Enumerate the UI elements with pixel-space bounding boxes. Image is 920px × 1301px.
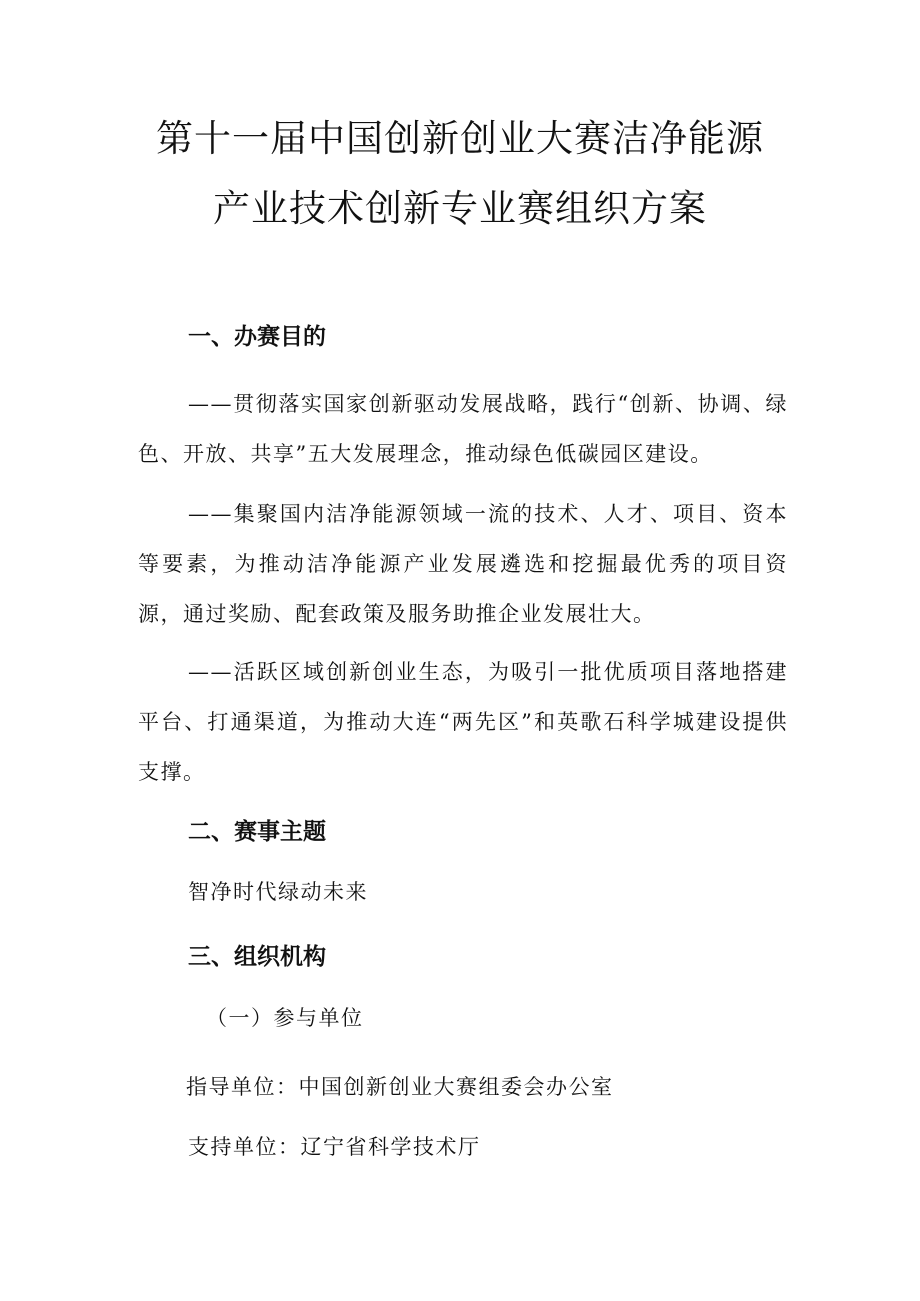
- subsection-heading-participants: （一）参与单位: [206, 1006, 364, 1030]
- purpose-paragraph-1: ——贯彻落实国家创新驱动发展战略，践行“创新、协调、绿色、开放、共享”五大发展理念，推动绿色低碳园区建设。: [138, 392, 788, 466]
- section-heading-organization: 三、组织机构: [188, 944, 326, 970]
- section-heading-theme: 二、赛事主题: [188, 819, 326, 845]
- theme-text: 智净时代绿动未来: [188, 880, 368, 904]
- document-title-line-1: 第十一届中国创新创业大赛洁净能源: [156, 117, 764, 160]
- guiding-unit-line: 指导单位：中国创新创业大赛组委会办公室: [186, 1075, 614, 1099]
- purpose-paragraph-3: ——活跃区域创新创业生态，为吸引一批优质项目落地搭建平台、打通渠道，为推动大连“两先区”和英歌石科学城建设提供支撑。: [138, 660, 788, 784]
- section-heading-purpose: 一、办赛目的: [188, 324, 326, 350]
- supporting-unit-line: 支持单位：辽宁省科学技术厅: [188, 1135, 481, 1159]
- purpose-paragraph-2: ——集聚国内洁净能源领域一流的技术、人才、项目、资本等要素，为推动洁净能源产业发展遴选和挖掘最优秀的项目资源，通过奖励、配套政策及服务助推企业发展壮大。: [138, 502, 788, 626]
- document-title-line-2: 产业技术创新专业赛组织方案: [213, 187, 707, 230]
